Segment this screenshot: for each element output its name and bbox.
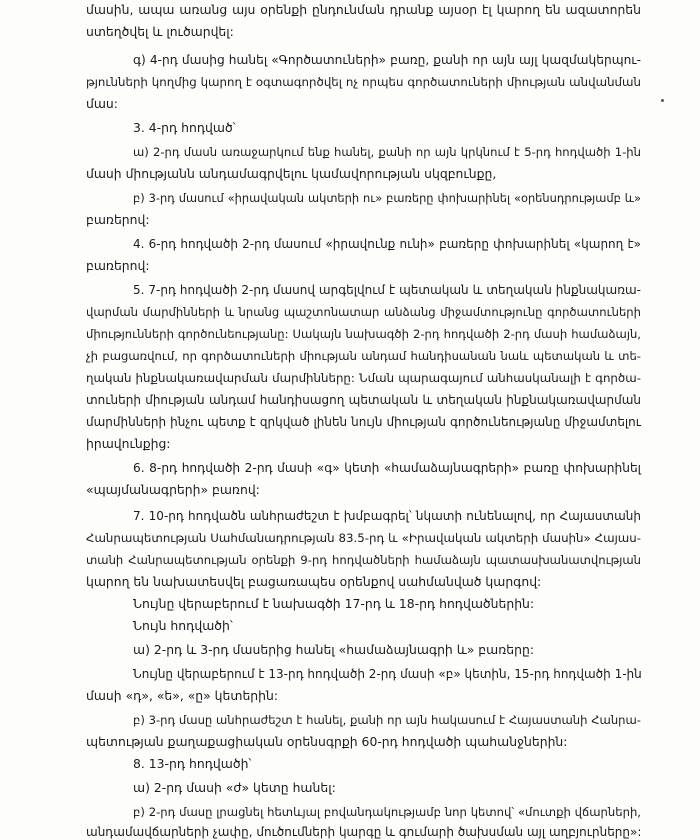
text-line: տանի Հանրապետության օրենքի 9-րդ հոդվածների համաձայն պատասխանատվության [86, 553, 641, 567]
text-line: մասի «դ», «ե», «ը» կետերին: [86, 688, 279, 703]
text-line: չի բացառվում, որ գործատուների միության անդամ հանդիսանան նաև պետական և տե- [86, 349, 641, 363]
text-line: անդամավճարների չափը, մուծումների կարգը և գումարի ծախսման այլ աղբյուրները»: [86, 825, 642, 839]
text-line: բ) 2-րդ մասը լրացնել հետևյալ բովանդակությամբ նոր կետով՝ «մուտքի վճարների, [133, 805, 641, 819]
text-line: ստեղծվել և լուծարվել: [86, 24, 234, 39]
text-line: մասին, ապա առանց այս օրենքի ընդունման դրանք այսօր էլ կարող են ազատորեն [86, 2, 641, 17]
section-heading: 3. 4-րդ հոդված՝ [133, 120, 236, 135]
text-line: 6. 8-րդ հոդվածի 2-րդ մասի «գ» կետի «համաձայնագրերի» բառը փոխարինել [133, 461, 641, 475]
text-line: միությունների գործունեությանը: Սակայն նախագծի 2-րդ հոդվածի 2-րդ մասի համաձայն, [86, 327, 641, 341]
text-line: Նույն հոդվածի՝ [133, 618, 233, 633]
text-line: վարման մարմինների և նրանց պաշտոնատար անձանց միջամտությունը գործատուների [86, 305, 641, 319]
text-line: 5. 7-րդ հոդվածի 2-րդ մասով արգելվում է պետական և տեղական ինքնակառա- [133, 283, 641, 297]
text-line: բառերով: [86, 258, 150, 273]
text-line: պետության քաղաքացիական օրենսգրքի 60-րդ հոդվածի պահանջներին: [86, 734, 568, 749]
scan-speck [661, 99, 664, 102]
text-line: տուների միության անդամ հանդիսացող պետական և տեղական ինքնակառավարման [86, 393, 641, 407]
text-line: իրավունքից: [86, 436, 171, 451]
text-line: բ) 3-րդ մասը անհրաժեշտ է հանել, քանի որ այն հակասում է Հայաստանի Հանրա- [133, 713, 641, 727]
text-line: գ) 4-րդ մասից հանել «Գործատուների» բառը, քանի որ այն այլ կազմակերպու- [133, 53, 641, 67]
section-heading: 8. 13-րդ հոդվածի՝ [133, 756, 252, 771]
text-line: կարող են նախատեսվել բացառապես օրենքով սահմանված կարգով: [86, 574, 542, 589]
text-line: 4. 6-րդ հոդվածի 2-րդ մասում «իրավունք ունի» բառերը փոխարինել «կարող է» [133, 237, 641, 251]
text-line: ա) 2-րդ մասն առաջարկում ենք հանել, քանի որ այն կրկնում է 5-րդ հոդվածի 1-ին [133, 145, 641, 159]
text-line: Նույնը վերաբերում է 13-րդ հոդվածի 2-րդ մասի «բ» կետին, 15-րդ հոդվածի 1-ին [133, 667, 642, 681]
text-line: Հանրապետության Սահմանադրության 83.5-րդ և «Իրավական ակտերի մասին» Հայաս- [86, 531, 641, 545]
text-line: մաս: [86, 96, 118, 111]
text-line: ղական ինքնակառավարման մարմինները: Նման պարագայում անհասկանալի է գործա- [86, 371, 641, 385]
text-line: մասի միությանն անդամագրվելու կամավորության սկզբունքը, [86, 166, 497, 181]
text-line: բառերով: [86, 212, 150, 227]
text-line: Նույնը վերաբերում է նախագծի 17-րդ և 18-րդ հոդվածներին: [133, 596, 535, 611]
text-line: բ) 3-րդ մասում «իրավական ակտերի ու» բառերը փոխարինել «օրենսդրությամբ և» [133, 191, 641, 205]
text-line: մարմինների ինչու պետք է զրկված լինեն նույն միության գործունեությանը միջամտելու [86, 415, 641, 429]
text-line: «պայմանագրերի» բառով: [86, 482, 260, 497]
text-line: 7. 10-րդ հոդվածն անհրաժեշտ է խմբագրել՝ նկատի ունենալով, որ Հայաստանի [133, 509, 641, 523]
text-line: ա) 2-րդ և 3-րդ մասերից հանել «համաձայնագրի և» բառերը: [133, 642, 534, 657]
text-line: թյունների կողմից կարող է օգտագործվել ոչ որպես գործատուների միության անվանման [86, 75, 641, 89]
text-line: ա) 2-րդ մասի «ժ» կետը հանել: [133, 780, 336, 795]
